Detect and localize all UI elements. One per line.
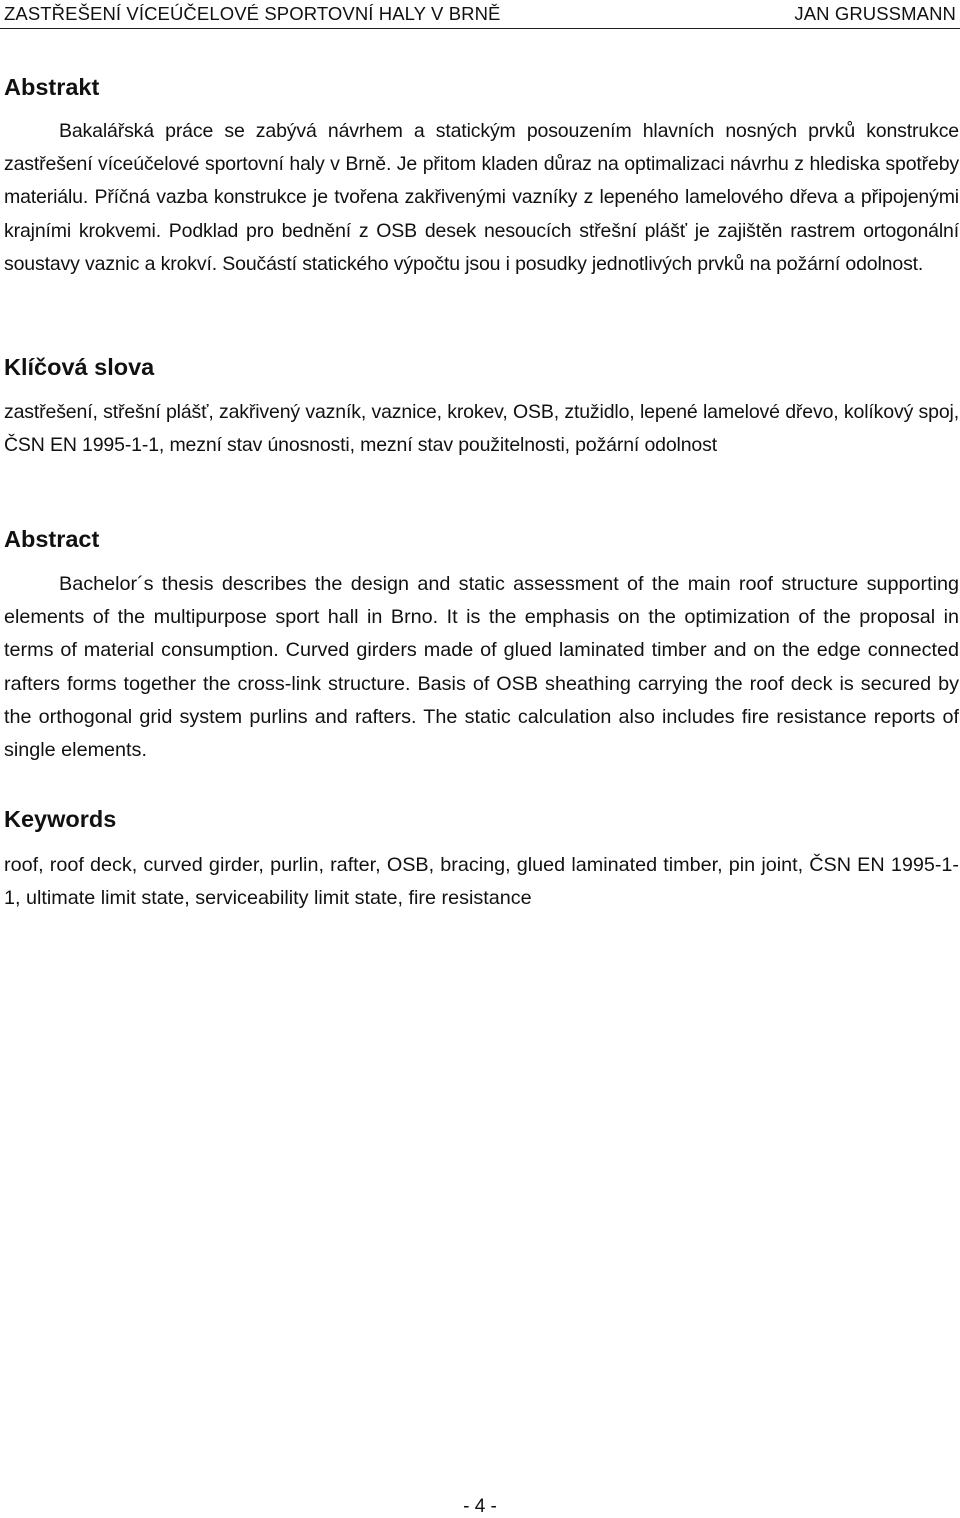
abstract-text: Bachelor´s thesis describes the design and static assessment of the main roof structure supporting elements of the multipurpose sport hall in Brno. It is the emphasis on the optimization of the proposal in terms of material consumption. Curved girders made of glued laminated timber and on the edge connected rafters forms together the cross-link structure. Basis of OSB sheathing carrying the roof deck is secured by the orthogonal grid system purlins and rafters. The static calculation also includes fire resistance reports of single elements. xyxy=(4,573,959,762)
keywords-heading: Keywords xyxy=(4,806,117,832)
header-thesis-title: ZASTŘEŠENÍ VÍCEÚČELOVÉ SPORTOVNÍ HALY V BRNĚ xyxy=(4,3,501,24)
abstrakt-text: Bakalářská práce se zabývá návrhem a statickým posouzením hlavních nosných prvků konstrukce zastřešení víceúčelové sportovní haly v Brně. Je přitom kladen důraz na optimalizaci návrhu z hlediska spotřeby materiálu. Příčná vazba konstrukce je tvořena zakřivenými vazníky z lepeného lamelového dřeva a připojenými krajními krokvemi. Podklad pro bednění z OSB desek nesoucích střešní plášť je zajištěn rastrem ortogonální soustavy vaznic a krokví. Součástí statického výpočtu jsou i posudky jednotlivých prvků na požární odolnost. xyxy=(4,120,959,275)
keywords-text: roof, roof deck, curved girder, purlin, rafter, OSB, bracing, glued laminated timber, pin joint, ČSN EN 1995-1-1, ultimate limit state, serviceability limit state, fire resistance xyxy=(4,854,959,910)
header-author: JAN GRUSSMANN xyxy=(794,3,956,24)
running-header xyxy=(4,2,956,26)
abstract-heading: Abstract xyxy=(4,526,100,552)
header-rule xyxy=(0,28,960,29)
abstrakt-heading: Abstrakt xyxy=(4,74,100,100)
klicova-slova-text: zastřešení, střešní plášť, zakřivený vazník, vaznice, krokev, OSB, ztužidlo, lepené lamelové dřevo, kolíkový spoj, ČSN EN 1995-1-1, mezní stav únosnosti, mezní stav použitelnosti, požární odolnost xyxy=(4,401,959,457)
page-number: - 4 - xyxy=(463,1496,497,1517)
klicova-slova-heading: Klíčová slova xyxy=(4,354,155,380)
